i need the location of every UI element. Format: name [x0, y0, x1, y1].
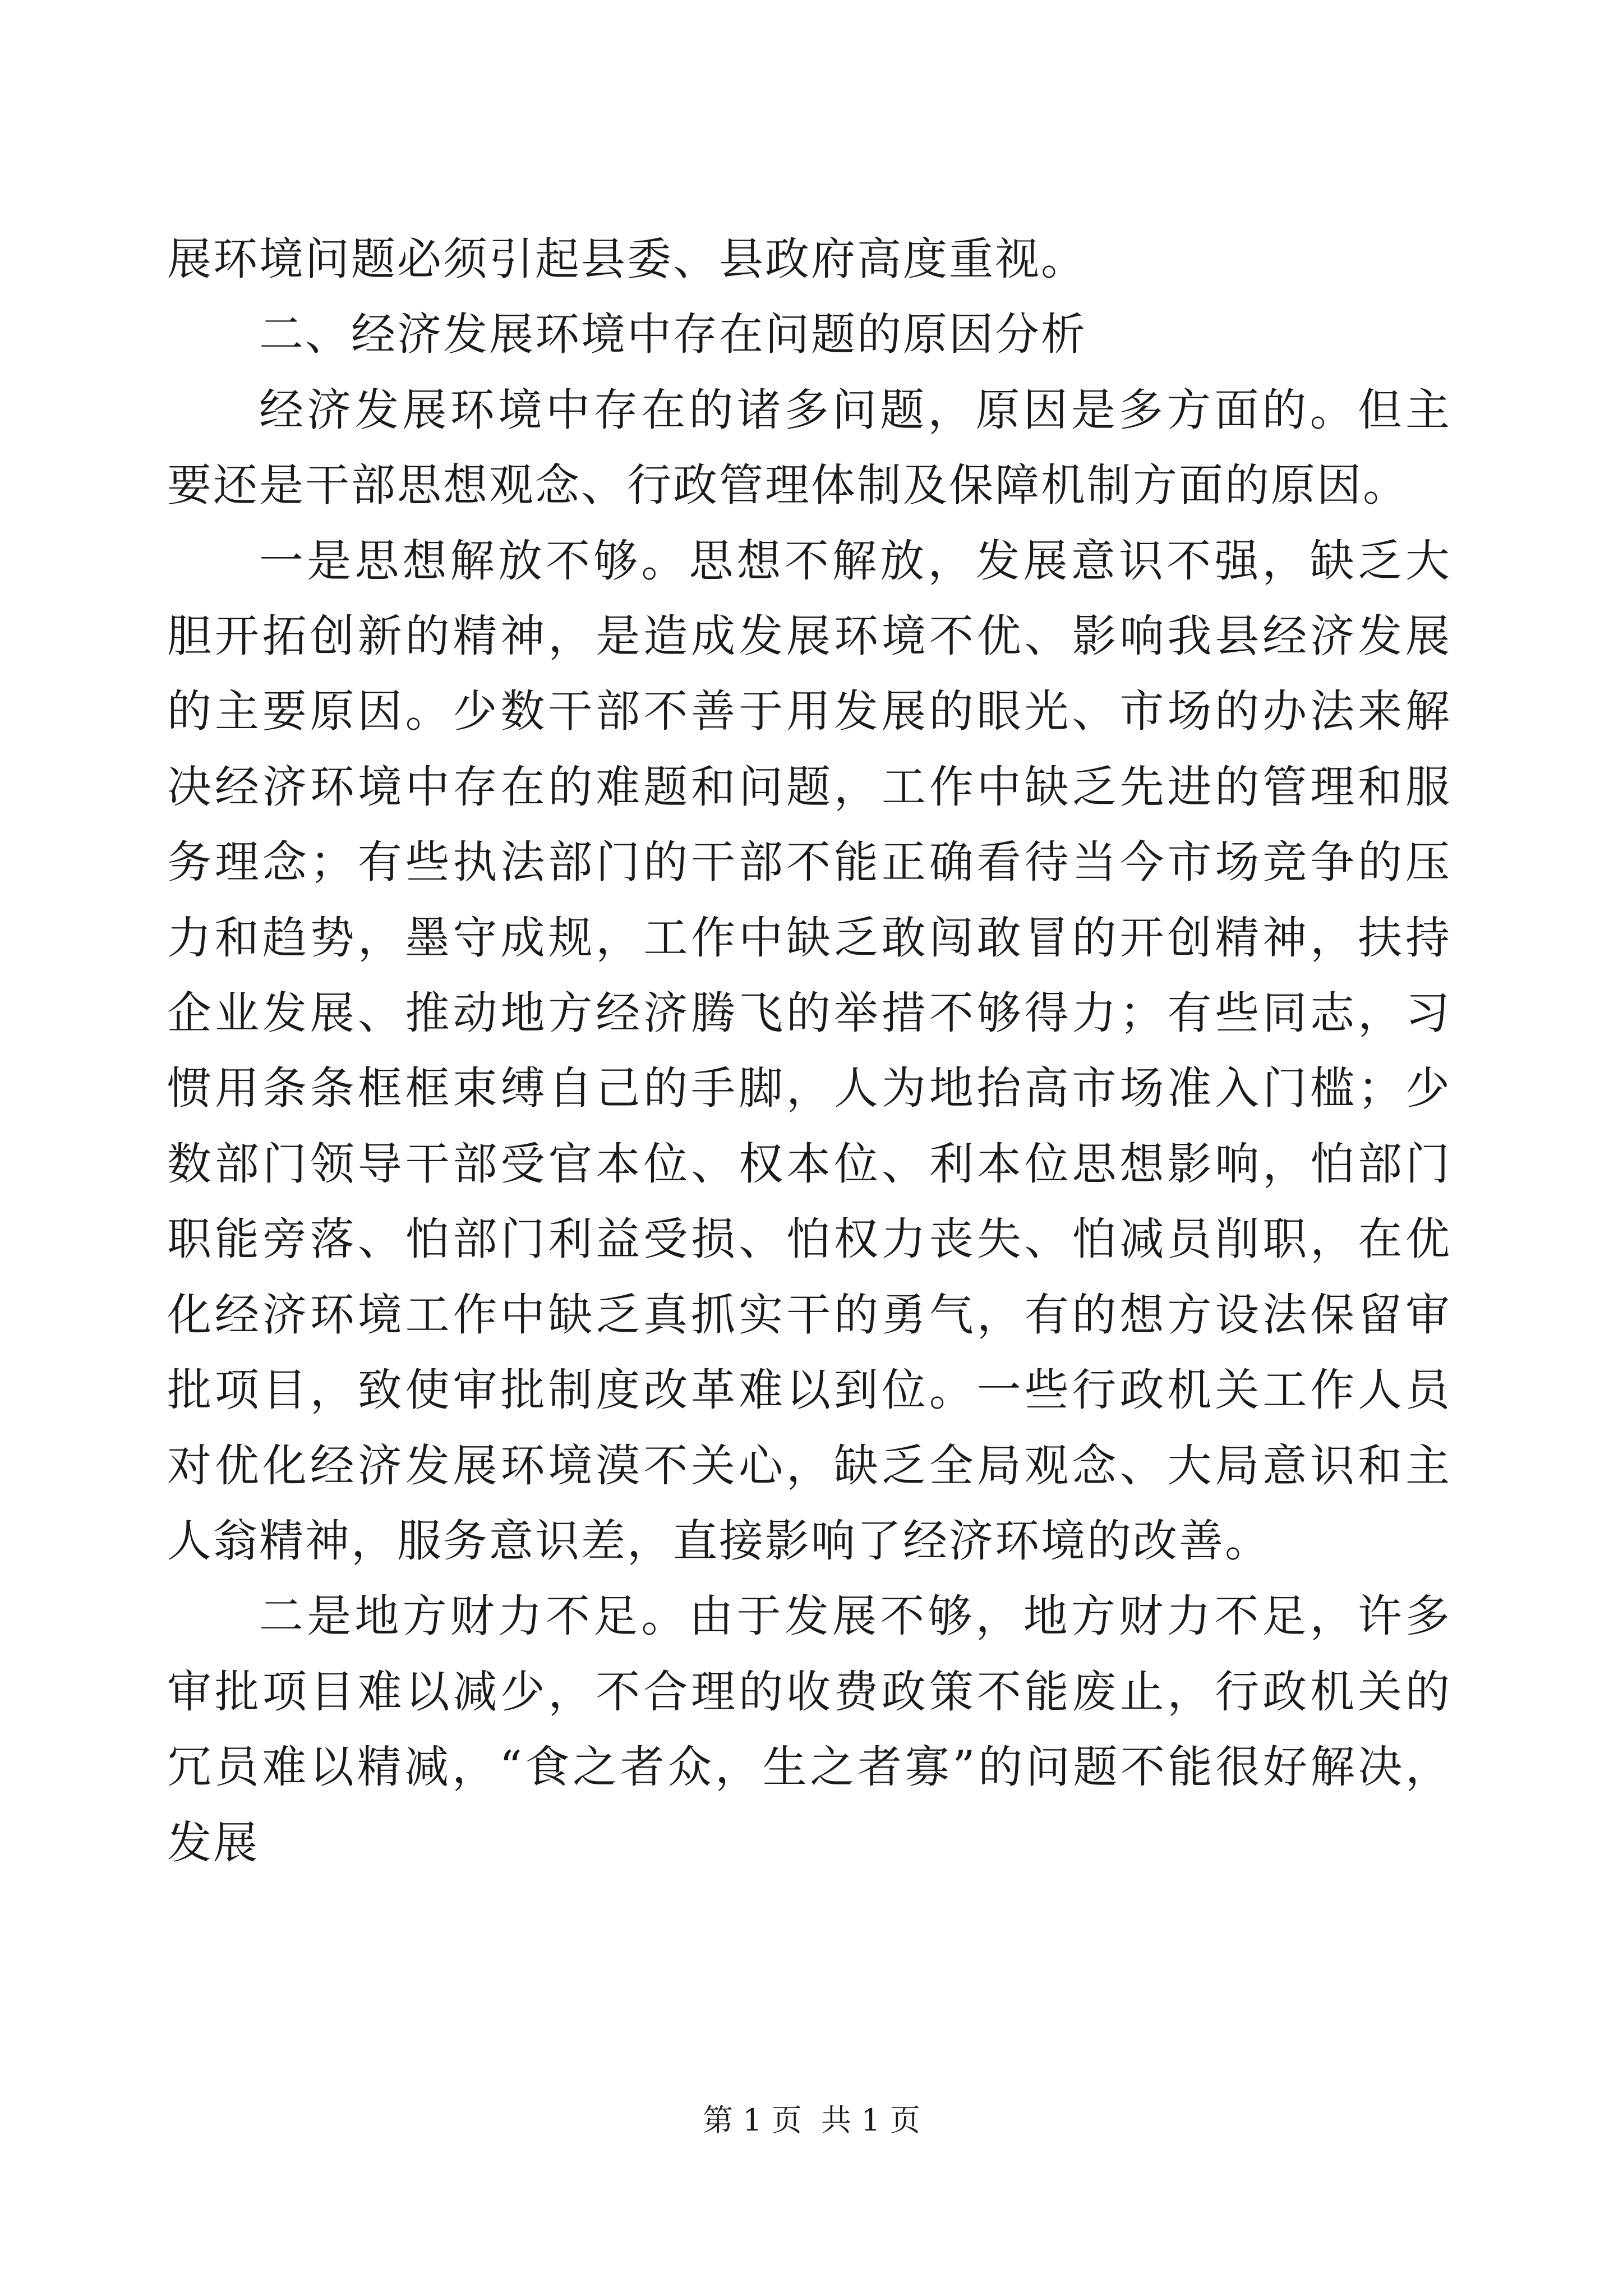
- page-number: 第 1 页 共 1 页: [703, 2102, 920, 2138]
- document-body: [167, 222, 1451, 1880]
- page-footer: [0, 2101, 1623, 2140]
- paragraph: 一是思想解放不够。思想不解放，发展意识不强，缺乏大胆开拓创新的精神，是造成发展环境不优、影响我县经济发展的主要原因。少数干部不善于用发展的眼光、市场的办法来解决经济环境中存在的难题和问题，工作中缺乏先进的管理和服务理念；有些执法部门的干部不能正确看待当今市场竞争的压力和趋势，墨守成规，工作中缺乏敢闯敢冒的开创精神，扶持企业发展、推动地方经济腾飞的举措不够得力；有些同志，习惯用条条框框束缚自己的手脚，人为地抬高市场准入门槛；少数部门领导干部受官本位、权本位、利本位思想影响，怕部门职能旁落、怕部门利益受损、怕权力丧失、怕减员削职，在优化经济环境工作中缺乏真抓实干的勇气，有的想方设法保留审批项目，致使审批制度改革难以到位。一些行政机关工作人员对优化经济发展环境漠不关心，缺乏全局观念、大局意识和主人翁精神，服务意识差，直接影响了经济环境的改善。: [167, 535, 1451, 1567]
- paragraph: 二是地方财力不足。由于发展不够，地方财力不足，许多审批项目难以减少，不合理的收费政策不能废止，行政机关的冗员难以精减，“食之者众，生之者寡”的问题不能很好解决，发展: [167, 1590, 1451, 1869]
- section-heading: 二、经济发展环境中存在问题的原因分析: [259, 309, 1087, 361]
- paragraph: 展环境问题必须引起县委、县政府高度重视。: [167, 233, 1087, 285]
- paragraph: 经济发展环境中存在的诸多问题，原因是多方面的。但主要还是干部思想观念、行政管理体制及保障机制方面的原因。: [167, 384, 1451, 512]
